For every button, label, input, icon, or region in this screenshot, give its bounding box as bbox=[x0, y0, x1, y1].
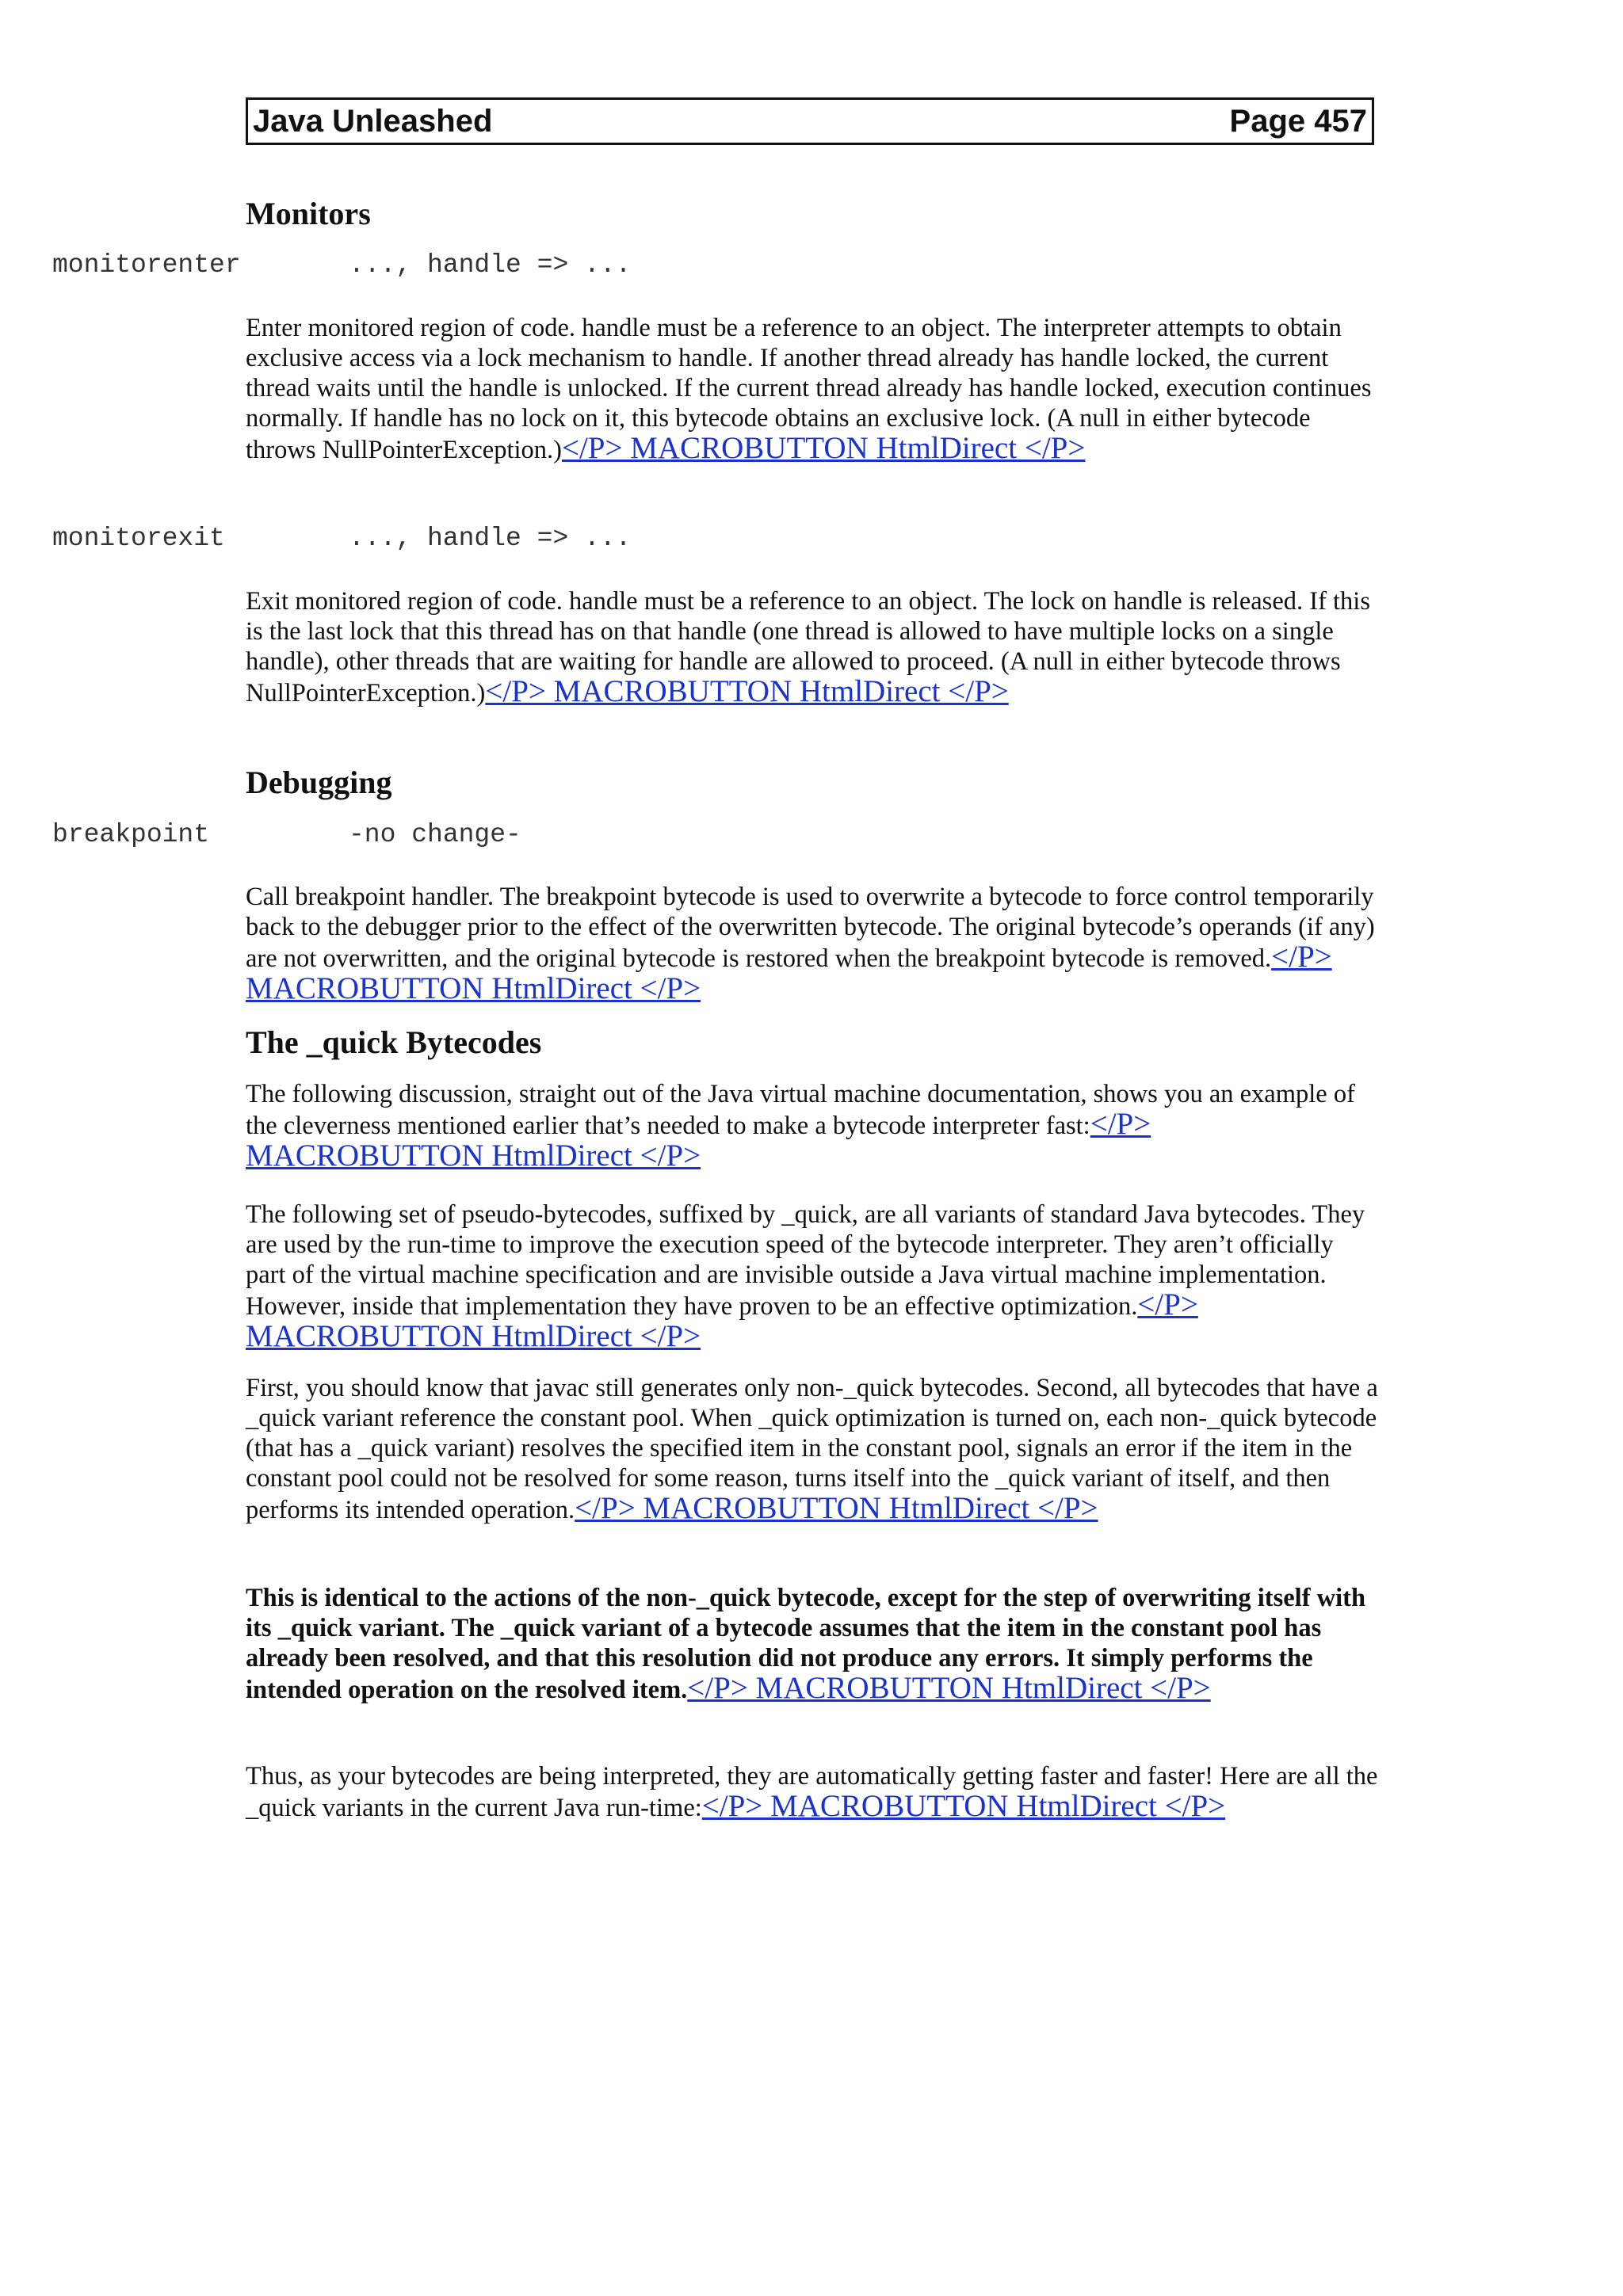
monitors-heading: Monitors bbox=[246, 196, 371, 231]
macrobutton-link[interactable]: </P> MACROBUTTON HtmlDirect </P> bbox=[701, 1789, 1226, 1823]
paragraph-text: The following set of pseudo-bytecodes, suffixed by _quick, are all variants of standard Java bytecodes. They are used by the run-time to improve the execution speed of the bytecode interpreter. They aren’t officially part of the virtual machine specification and are invisible outside a Java virtual machine implementation. However, inside that implementation they have proven to be an effective optimization. bbox=[246, 1200, 1365, 1321]
macrobutton-link[interactable]: </P> MACROBUTTON HtmlDirect </P> bbox=[246, 1107, 1151, 1173]
opcode-monitorexit: monitorexit bbox=[52, 524, 225, 553]
quick-paragraph-5 bbox=[246, 1761, 1379, 1823]
stack-monitorenter: ..., handle => ... bbox=[349, 250, 632, 280]
stack-monitorexit: ..., handle => ... bbox=[349, 524, 632, 553]
monitorexit-description bbox=[246, 586, 1379, 708]
debugging-heading: Debugging bbox=[246, 765, 392, 800]
macrobutton-link[interactable]: </P> MACROBUTTON HtmlDirect </P> bbox=[575, 1491, 1098, 1525]
quick-paragraph-1 bbox=[246, 1079, 1379, 1173]
paragraph-text: The following discussion, straight out of the Java virtual machine documentation, shows you an example of the cleverness mentioned earlier that’s needed to make a bytecode interpreter fast: bbox=[246, 1080, 1355, 1140]
macrobutton-link[interactable]: </P> MACROBUTTON HtmlDirect </P> bbox=[485, 674, 1009, 708]
paragraph-text: Thus, as your bytecodes are being interpreted, they are automatically getting faster and faster! Here are all the _quick variants in the current Java run-time: bbox=[246, 1762, 1378, 1822]
book-title: Java Unleashed bbox=[253, 103, 493, 139]
macrobutton-link[interactable]: </P> MACROBUTTON HtmlDirect </P> bbox=[246, 1287, 1198, 1353]
opcode-monitorenter: monitorenter bbox=[52, 250, 241, 280]
page-number: Page 457 bbox=[1229, 103, 1367, 139]
paragraph-text: First, you should know that javac still generates only non-_quick bytecodes. Second, all bytecodes that have a _quick variant reference the constant pool. When _quick optimization is turned on, each non-_quick bytecode (that has a _quick variant) resolves the specified item in the constant pool, signals an error if the item in the constant pool could not be resolved for some reason, turns itself into the _quick variant of itself, and then performs its intended operation. bbox=[246, 1374, 1378, 1524]
opcode-breakpoint: breakpoint bbox=[52, 820, 210, 849]
paragraph-text: This is identical to the actions of the non-_quick bytecode, except for the step of overwriting itself with its _quick variant. The _quick variant of a bytecode assumes that the item in the constant pool has already been resolved, and that this resolution did not produce any errors. It simply performs the intended operation on the resolved item. bbox=[246, 1584, 1366, 1704]
quick-paragraph-4 bbox=[246, 1583, 1379, 1705]
stack-breakpoint: -no change- bbox=[349, 820, 521, 849]
description-text: Enter monitored region of code. handle must be a reference to an object. The interpreter attempts to obtain exclusive access via a lock mechanism to handle. If another thread already has handle locked, the current thread waits until the handle is unlocked. If the current thread already has handle locked, execution continues normally. If handle has no lock on it, this bytecode obtains an exclusive lock. (A null in either bytecode throws NullPointerException.) bbox=[246, 314, 1372, 464]
description-text: Exit monitored region of code. handle must be a reference to an object. The lock on handle is released. If this is the last lock that this thread has on that handle (one thread is allowed to have multiple locks on a single handle), other threads that are waiting for handle are allowed to proceed. (A null in either bytecode throws NullPointerException.) bbox=[246, 587, 1370, 707]
quick-paragraph-2 bbox=[246, 1199, 1379, 1353]
breakpoint-description bbox=[246, 882, 1379, 1005]
page-header bbox=[246, 97, 1374, 145]
description-text: Call breakpoint handler. The breakpoint bytecode is used to overwrite a bytecode to force control temporarily back to the debugger prior to the effect of the overwritten bytecode. The original bytecode’s operands (if any) are not overwritten, and the original bytecode is restored when the breakpoint bytecode is removed. bbox=[246, 883, 1375, 973]
monitorenter-description bbox=[246, 313, 1379, 465]
quick-bytecodes-heading: The _quick Bytecodes bbox=[246, 1024, 542, 1060]
macrobutton-link[interactable]: </P> MACROBUTTON HtmlDirect </P> bbox=[687, 1671, 1211, 1705]
quick-paragraph-3 bbox=[246, 1373, 1379, 1525]
macrobutton-link[interactable]: </P> MACROBUTTON HtmlDirect </P> bbox=[561, 431, 1086, 465]
macrobutton-link[interactable]: </P> MACROBUTTON HtmlDirect </P> bbox=[246, 940, 1332, 1005]
